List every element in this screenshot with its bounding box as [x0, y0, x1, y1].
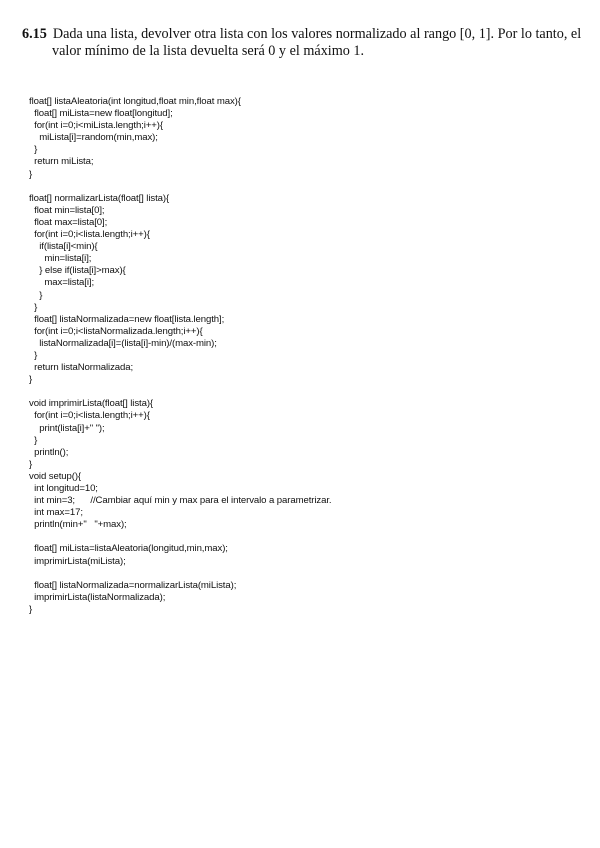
code-line: max=lista[i]; — [29, 277, 95, 289]
code-line: for(int i=0;i<miLista.length;i++){ — [29, 120, 163, 132]
code-line: if(lista[i]<min){ — [29, 241, 98, 253]
code-line: float[] miLista=listaAleatoria(longitud,min,max); — [29, 543, 228, 555]
code-line: void imprimirLista(float[] lista){ — [29, 398, 154, 410]
code-line: int max=17; — [29, 507, 83, 519]
code-line: int min=3; //Cambiar aquí min y max para el intervalo a parametrizar. — [29, 495, 332, 507]
code-line: } — [29, 289, 43, 301]
code-line: min=lista[i]; — [29, 253, 92, 265]
code-line — [29, 181, 331, 193]
code-line: } — [29, 434, 38, 446]
code-line: int longitud=10; — [29, 483, 98, 494]
code-line: float[] listaAleatoria(int longitud,float min,float max){ — [29, 96, 241, 107]
code-line: float max=lista[0]; — [29, 216, 108, 228]
code-line: } — [29, 349, 38, 361]
code-line: } — [29, 168, 33, 180]
code-line: float[] miLista=new float[longitud]; — [29, 108, 173, 120]
problem-text-line-2: valor mínimo de la lista devuelta será 0 y el máximo 1. — [52, 43, 365, 59]
code-line: for(int i=0;i<lista.length;i++){ — [29, 410, 150, 422]
code-line: miLista[i]=random(min,max); — [29, 132, 158, 144]
code-line: float[] normalizarLista(float[] lista){ — [29, 192, 170, 204]
code-line: print(lista[i]+" "); — [29, 422, 105, 434]
code-line: listaNormalizada[i]=(lista[i]-min)/(max-min); — [29, 337, 217, 349]
code-listing — [29, 96, 331, 616]
problem-text-line-1: Dada una lista, devolver otra lista con los valores normalizado al rango [0, 1]. Por lo tanto, el — [52, 26, 582, 42]
code-line: } — [29, 301, 38, 313]
problem-number: 6.15 — [22, 26, 47, 42]
code-line: float[] listaNormalizada=new float[lista.length]; — [29, 313, 225, 325]
code-line: imprimirLista(listaNormalizada); — [29, 591, 166, 603]
code-line: } — [29, 458, 33, 470]
code-line — [29, 386, 331, 398]
code-line: return miLista; — [29, 156, 94, 168]
code-line: float min=lista[0]; — [29, 204, 105, 216]
code-line: return listaNormalizada; — [29, 362, 134, 374]
code-line: } else if(lista[i]>max){ — [29, 265, 126, 277]
problem-statement — [22, 26, 582, 60]
code-line: for(int i=0;i<listaNormalizada.length;i++){ — [29, 325, 203, 337]
problem-line-1 — [22, 26, 582, 43]
code-line — [29, 568, 331, 580]
code-line: imprimirLista(miLista); — [29, 555, 126, 567]
code-line: } — [29, 603, 33, 615]
code-line: } — [29, 374, 33, 386]
code-line: for(int i=0;i<lista.length;i++){ — [29, 229, 150, 241]
code-line: float[] listaNormalizada=normalizarLista(miLista); — [29, 579, 237, 591]
code-line: println(min+" "+max); — [29, 519, 127, 531]
code-line: void setup(){ — [29, 470, 82, 482]
code-line — [29, 531, 331, 543]
code-line: } — [29, 144, 38, 156]
code-line: println(); — [29, 446, 69, 458]
